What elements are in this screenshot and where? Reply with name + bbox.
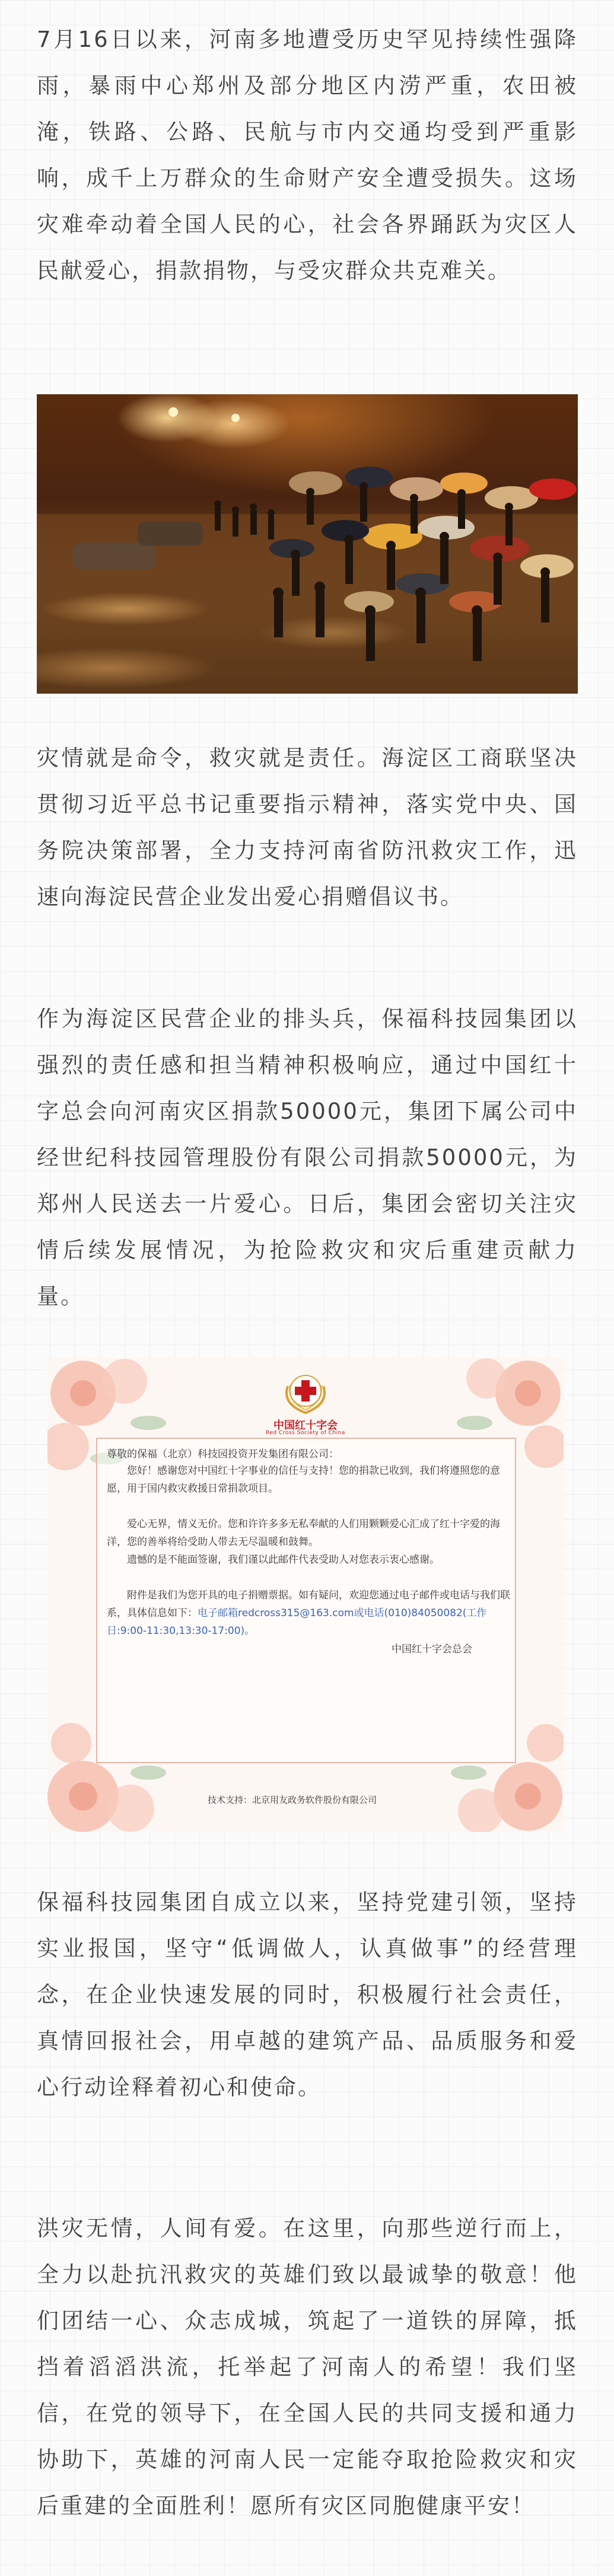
letter-paragraph-2: 爱心无界，情义无价。您和许许多多无私奉献的人们用颗颗爱心汇成了红十字爱的海洋，您的善举将给受助人带去无尽温暖和鼓舞。 — [107, 1518, 500, 1548]
letter-paragraph-4 — [107, 1587, 510, 1640]
response-paragraph: 灾情就是命令，救灾就是责任。海淀区工商联坚决贯彻习近平总书记重要指示精神，落实党中央、国务院决策部署，全力支持河南省防汛救灾工作，迅速向海淀民营企业发出爱心捐赠倡议书。 — [37, 745, 578, 909]
crowd-illustration — [37, 394, 578, 694]
letter-paragraph-1: 您好！感谢您对中国红十字事业的信任与支持！您的捐款已收到，我们将遵照您的意愿，用于国内救灾救援日常捐款项目。 — [107, 1465, 500, 1495]
red-cross-emblem-icon — [276, 1368, 335, 1416]
contact-link[interactable]: 电子邮箱redcross315@163.com或电话(010)84050082(工作日:9:00-11:30,13:30-17:00)。 — [107, 1607, 487, 1637]
flood-photo — [37, 394, 578, 694]
technical-support-note: 技术支持：北京用友政务软件股份有限公司 — [208, 1795, 377, 1805]
red-cross-logo — [276, 1368, 335, 1418]
donation-paragraph: 作为海淀区民营企业的排头兵，保福科技园集团以强烈的责任感和担当精神积极响应，通过中国红十字总会向河南灾区捐款50000元，集团下属公司中经世纪科技园管理股份有限公司捐款50000元，为郑州人民送去一片爱心。日后，集团会密切关注灾情后续发展情况，为抢险救灾和灾后重建贡献力量。 — [37, 1006, 578, 1309]
letter-paragraph-4-text: 附件是我们为您开具的电子捐赠票据。如有疑问，欢迎您通过电子邮件或电话与我们联系，具体信息如下： — [107, 1589, 510, 1619]
logo-org-name-en: Red Cross Society of China — [266, 1430, 345, 1436]
logo-org-name: 中国红十字会 — [273, 1419, 338, 1432]
intro-paragraph: 7月16日以来，河南多地遭受历史罕见持续性强降雨，暴雨中心郑州及部分地区内涝严重，农田被淹，铁路、公路、民航与市内交通均受到严重影响，成千上万群众的生命财产安全遭受损失。这场灾难牵动着全国人民的心，社会各界踊跃为灾区人民献爱心，捐款捐物，与受灾群众共克难关。 — [37, 27, 578, 283]
closing-paragraph: 洪灾无情，人间有爱。在这里，向那些逆行而上，全力以赴抗汛救灾的英雄们致以最诚挚的敬意！他们团结一心、众志成城，筑起了一道铁的屏障，抵挡着滔滔洪流，托举起了河南人的希望！我们坚信，在党的领导下，在全国人民的共同支援和通力协助下，英雄的河南人民一定能夺取抢险救灾和灾后重建的全面胜利！愿所有灾区同胞健康平安！ — [37, 2216, 578, 2518]
letter-signature: 中国红十字会总会 — [392, 1643, 472, 1655]
company-paragraph: 保福科技园集团自成立以来，坚持党建引领，坚持实业报国，坚守“低调做人，认真做事”的经营理念，在企业快速发展的同时，积极履行社会责任，真情回报社会，用卓越的建筑产品、品质服务和爱心行动诠释着初心和使命。 — [37, 1889, 578, 2100]
letter-greeting: 尊敬的保福（北京）科技园投资开发集团有限公司： — [107, 1448, 339, 1460]
red-cross-thank-you-letter — [47, 1358, 564, 1832]
letter-paragraph-3: 遗憾的是不能面签谢，我们谨以此邮件代表受助人对您表示衷心感谢。 — [127, 1554, 440, 1566]
